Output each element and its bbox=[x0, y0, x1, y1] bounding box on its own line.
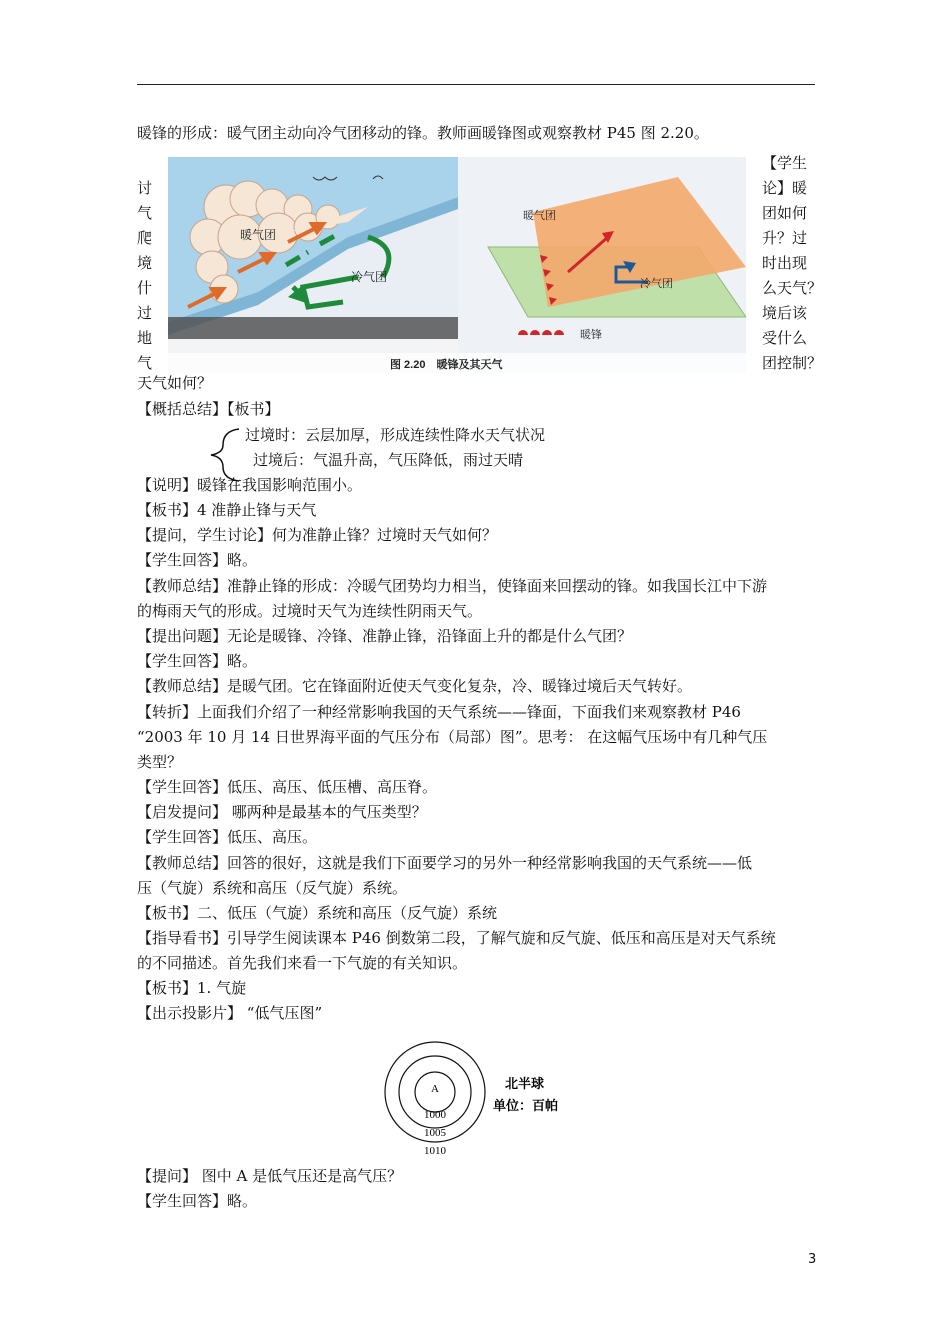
left-column-char: 气 bbox=[137, 204, 153, 222]
isobar-value: 1000 bbox=[424, 1109, 446, 1121]
right-column-text: 时出现 bbox=[762, 254, 808, 272]
right-column-text: 升？过 bbox=[762, 229, 808, 247]
warm-front-legend: 暖锋 bbox=[580, 329, 602, 341]
text-line: 的梅雨天气的形成。过境时天气为连续性阴雨天气。 bbox=[137, 602, 483, 620]
right-column-text: 么天气？ bbox=[762, 279, 823, 297]
warm-mass-label-left: 暖气团 bbox=[240, 228, 277, 242]
text-line: 【学生回答】低压、高压、低压槽、高压脊。 bbox=[137, 778, 438, 796]
text-line: 【板书】1. 气旋 bbox=[137, 979, 247, 997]
text-line: 暖锋的形成：暖气团主动向冷气团移动的锋。教师画暖锋图或观察教材 P45 图 2.20。 bbox=[137, 124, 709, 142]
text-line: 【教师总结】回答的很好，这就是我们下面要学习的另外一种经常影响我国的天气系统——低 bbox=[137, 854, 753, 872]
text-line: 【提出问题】无论是暖锋、冷锋、准静止锋，沿锋面上升的都是什么气团？ bbox=[137, 627, 633, 645]
text-line: 【转折】上面我们介绍了一种经常影响我国的天气系统——锋面，下面我们来观察教材 P46 bbox=[137, 703, 741, 721]
isobar-value: 1005 bbox=[424, 1127, 446, 1139]
right-column-text: 团如何 bbox=[762, 204, 808, 222]
text-line: 【板书】二、低压（气旋）系统和高压（反气旋）系统 bbox=[137, 904, 498, 922]
isobar-diagram bbox=[380, 1030, 580, 1160]
isobar-value: 1010 bbox=[424, 1145, 446, 1157]
cold-mass-label-left: 冷气团 bbox=[351, 270, 388, 284]
text-line: 压（气旋）系统和高压（反气旋）系统。 bbox=[137, 879, 408, 897]
page-number: 3 bbox=[808, 1252, 817, 1267]
text-line: 【出示投影片】 “低气压图” bbox=[137, 1004, 323, 1022]
text-line: 的不同描述。首先我们来看一下气旋的有关知识。 bbox=[137, 954, 468, 972]
text-line: 【教师总结】准静止锋的形成：冷暖气团势均力相当，使锋面来回摆动的锋。如我国长江中下游 bbox=[137, 577, 768, 595]
text-line: 【启发提问】 哪两种是最基本的气压类型？ bbox=[137, 803, 427, 821]
right-column-text: 境后该 bbox=[762, 304, 808, 322]
right-column-text: 【学生 bbox=[762, 154, 808, 172]
text-line: 【提问】 图中 A 是低气压还是高气压？ bbox=[137, 1167, 403, 1185]
left-column-char: 什 bbox=[137, 279, 153, 297]
right-column-text: 论】暖 bbox=[762, 179, 808, 197]
left-column-char: 过 bbox=[137, 304, 153, 322]
text-line: 天气如何？ bbox=[137, 374, 213, 392]
text-line: 【说明】暖锋在我国影响范围小。 bbox=[137, 476, 363, 494]
text-line: 过境时：云层加厚，形成连续性降水天气状况 bbox=[245, 426, 546, 444]
text-line: 【学生回答】略。 bbox=[137, 652, 258, 670]
text-line: 过境后：气温升高，气压降低，雨过天晴 bbox=[253, 451, 524, 469]
figure-caption: 图 2.20 暖锋及其天气 bbox=[390, 359, 503, 371]
left-column-char: 地 bbox=[137, 329, 153, 347]
text-line: 【学生回答】略。 bbox=[137, 1192, 258, 1210]
text-line: 【指导看书】引导学生阅读课本 P46 倒数第二段，了解气旋和反气旋、低压和高压是对天气系统 bbox=[137, 929, 776, 947]
cold-mass-label-right: 冷气团 bbox=[640, 278, 673, 290]
right-column-text: 受什么 bbox=[762, 329, 808, 347]
warm-mass-label-right: 暖气团 bbox=[523, 210, 556, 222]
hemisphere-label: 北半球 bbox=[505, 1076, 545, 1091]
text-line: 【板书】4 准静止锋与天气 bbox=[137, 501, 317, 519]
text-line: “2003 年 10 月 14 日世界海平面的气压分布（局部）图”。思考： 在这幅气压场中有几种气压 bbox=[137, 728, 768, 746]
text-line: 类型？ bbox=[137, 753, 183, 771]
text-line: 【学生回答】低压、高压。 bbox=[137, 828, 318, 846]
header-rule bbox=[137, 84, 815, 85]
text-line: 【概括总结】【板书】 bbox=[137, 400, 280, 418]
left-column-char: 气 bbox=[137, 354, 153, 372]
left-column-char: 爬 bbox=[137, 229, 153, 247]
text-line: 【教师总结】是暖气团。它在锋面附近使天气变化复杂，冷、暖锋过境后天气转好。 bbox=[137, 677, 693, 695]
warm-front-figure bbox=[168, 157, 746, 373]
left-column-char: 讨 bbox=[137, 179, 153, 197]
right-column-text: 团控制？ bbox=[762, 354, 823, 372]
text-line: 【提问，学生讨论】何为准静止锋？过境时天气如何？ bbox=[137, 526, 498, 544]
unit-label: 单位：百帕 bbox=[493, 1098, 559, 1113]
left-column-char: 境 bbox=[137, 254, 153, 272]
isobar-center-label: A bbox=[431, 1083, 439, 1095]
text-line: 【学生回答】略。 bbox=[137, 551, 258, 569]
